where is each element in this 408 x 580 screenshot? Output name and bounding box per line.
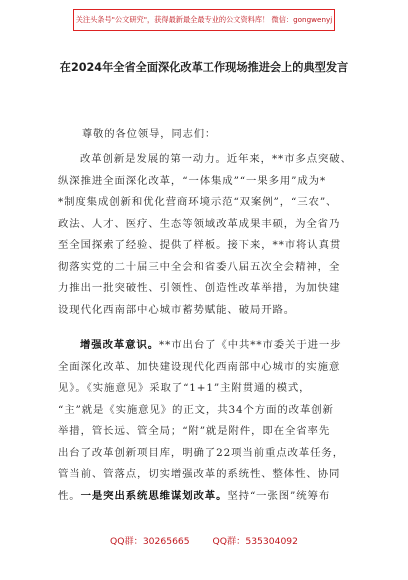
text-run: 性。 [58, 489, 81, 502]
text-line [58, 335, 362, 357]
text-line: 力推出一批突破性、引领性、创造性改革举措，为加快建 [58, 282, 341, 294]
paragraph-reform-awareness [58, 335, 362, 507]
text-line: 政法、人才、医疗、生态等领域改革成果丰硕，为全省乃 [58, 217, 341, 230]
text-line: 至全国探索了经验、提供了样板。接下来，**市将认真贯 [58, 239, 342, 251]
text-run: **市出台了《中共**市委关于进一步 [159, 339, 342, 351]
document-title: 在2024年全省全面深化改革工作现场推进会上的典型发言 [59, 61, 349, 74]
subheading: 一是突出系统思维谋划改革。 [80, 489, 228, 502]
text-line: 举措，管长远、管全局；“附”就是附件，即在全省率先 [58, 425, 331, 437]
section-heading: 增强改革意识。 [80, 339, 160, 351]
text-run: 坚持“一张图”统筹布 [227, 489, 331, 502]
text-line: 见》。《实施意见》采取了“1+1”主附贯通的模式， [58, 382, 311, 394]
salutation: 尊敬的各位领导，同志们： [82, 129, 217, 140]
text-line [58, 486, 362, 508]
text-line: 彻落实党的二十届三中全会和省委八届五次全会精神，全 [58, 260, 341, 273]
text-line: *制度集成创新和优化营商环境示范“双案例”，“三农”、 [58, 196, 338, 208]
text-line: 改革创新是发展的第一动力。近年来，**市多点突破、 [80, 153, 352, 165]
text-line: 全面深化改革、加快建设现代化西南部中心城市的实施意 [58, 360, 341, 373]
paragraph-intro [58, 149, 362, 321]
text-line: 出台了改革创新项目库，明确了22项当前重点改革任务， [58, 446, 344, 459]
header-banner: 关注头条号"公文研究"，获得最新最全最专业的公文资料库！ 微信：gongwenyj [73, 9, 335, 31]
qq-group-right: QQ群：535304092 [212, 536, 298, 547]
footer-contacts [0, 533, 408, 547]
text-line: 纵深推进全面深化改革，“一体集成”“一果多用”成为* [58, 174, 327, 187]
text-line: 管当前、管落点，切实增强改革的系统性、整体性、协同 [58, 468, 341, 480]
qq-group-left: QQ群：30265665 [110, 536, 190, 547]
text-line: “主”就是《实施意见》的正文，共34个方面的改革创新 [58, 403, 334, 416]
text-line: 设现代化西南部中心城市蓄势赋能、破局开路。 [58, 303, 296, 316]
